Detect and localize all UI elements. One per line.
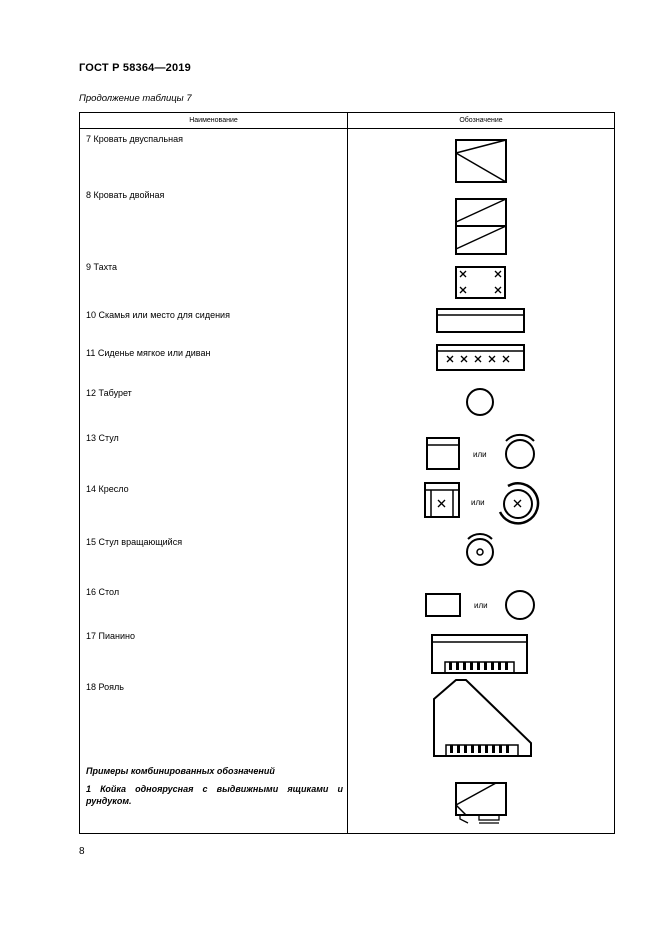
row-name: 12 Табурет <box>86 388 132 398</box>
table-header-row <box>80 113 615 129</box>
table-symbol-icon <box>348 582 615 626</box>
table-row <box>80 626 615 677</box>
row-name: 7 Кровать двуспальная <box>86 134 183 144</box>
symbols-table <box>79 112 615 834</box>
or-label: или <box>474 601 488 610</box>
table-row <box>80 582 615 626</box>
bench-symbol-icon <box>348 305 615 343</box>
bed-twin-symbol-icon <box>348 185 615 257</box>
row-name: 8 Кровать двойная <box>86 190 165 200</box>
grand-piano-symbol-icon <box>348 677 615 761</box>
row-name: 18 Рояль <box>86 682 124 692</box>
stool-symbol-icon <box>348 383 615 428</box>
row-name: 11 Сиденье мягкое или диван <box>86 348 211 358</box>
page-number: 8 <box>79 846 85 857</box>
table-row <box>80 532 615 582</box>
row-name: 16 Стол <box>86 587 120 597</box>
row-name: 17 Пианино <box>86 631 135 641</box>
table-row <box>80 383 615 428</box>
column-header-symbol: Обозначение <box>348 113 615 129</box>
piano-symbol-icon <box>348 626 615 677</box>
table-row <box>80 761 615 834</box>
ottoman-symbol-icon <box>348 257 615 305</box>
table-row <box>80 129 615 186</box>
row-name: 15 Стул вращающийся <box>86 537 183 547</box>
table-row <box>80 343 615 383</box>
table-caption: Продолжение таблицы 7 <box>79 93 192 104</box>
chair-symbol-icon <box>348 428 615 479</box>
table-row <box>80 677 615 761</box>
bed-double-symbol-icon <box>348 129 615 185</box>
sofa-symbol-icon <box>348 343 615 383</box>
table-row <box>80 305 615 343</box>
row-name: 14 Кресло <box>86 484 129 494</box>
table-row <box>80 428 615 479</box>
combined-heading: Примеры комбинированных обозначений <box>86 766 275 776</box>
column-header-name: Наименование <box>80 113 348 129</box>
combined-item: 1 Койка одноярусная с выдвижными ящиками и рундуком. <box>86 784 343 806</box>
table-row <box>80 185 615 257</box>
row-name: 10 Скамья или место для сидения <box>86 310 230 320</box>
armchair-symbol-icon <box>348 479 615 532</box>
or-label: или <box>473 450 487 459</box>
table-row <box>80 257 615 305</box>
document-title: ГОСТ Р 58364—2019 <box>79 62 191 74</box>
row-name: 9 Тахта <box>86 262 118 272</box>
row-name: 13 Стул <box>86 433 119 443</box>
bunk-with-drawers-symbol-icon <box>348 761 615 833</box>
table-row <box>80 479 615 532</box>
swivel-chair-symbol-icon <box>348 532 615 582</box>
or-label: или <box>471 498 485 507</box>
